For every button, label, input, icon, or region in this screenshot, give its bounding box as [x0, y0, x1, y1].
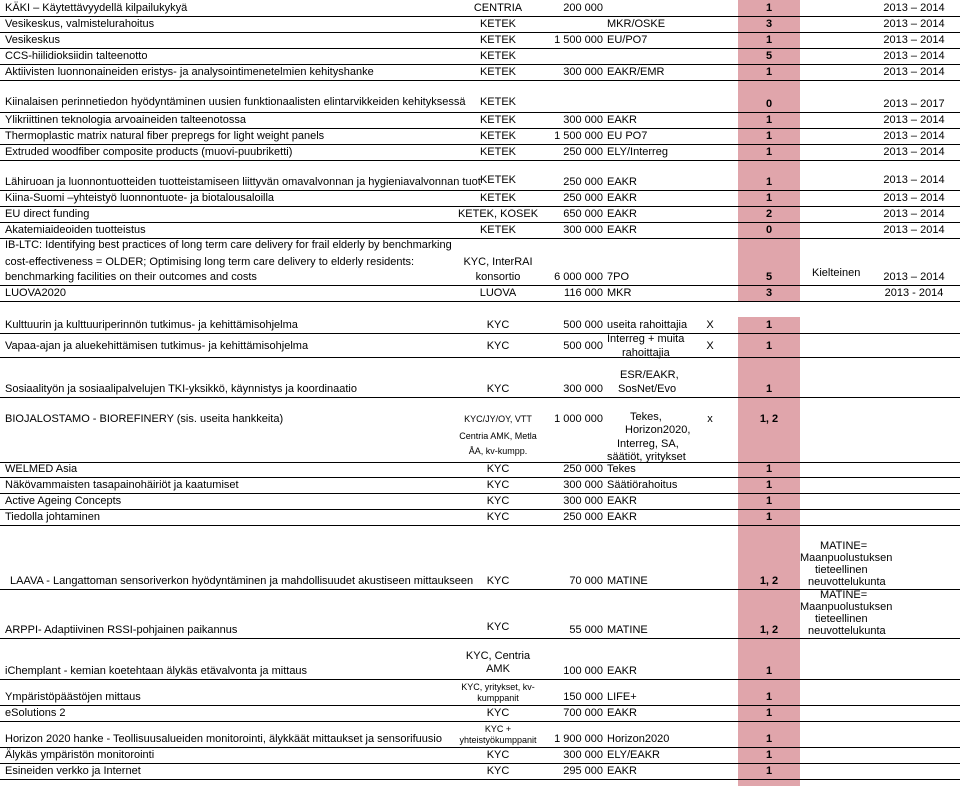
amount: 100 000 — [563, 665, 603, 677]
funding: EU PO7 — [607, 130, 648, 142]
funding: Horizon2020 — [607, 733, 670, 745]
funding: EU/PO7 — [607, 34, 648, 46]
priority: 1 — [765, 765, 773, 777]
project-name: Näkövammaisten tasapainohäiriöt ja kaatumiset — [5, 479, 239, 491]
organization: KETEK — [479, 34, 517, 46]
schedule: 2013 – 2014 — [883, 146, 945, 158]
priority: 1 — [765, 66, 773, 78]
table-row — [0, 49, 960, 65]
project-name: Sosiaalityön ja sosiaalipalvelujen TKI-yksikkö, käynnistys ja koordinaatio — [5, 383, 357, 395]
organization: KETEK — [479, 146, 517, 158]
amount: 500 000 — [563, 319, 603, 331]
funding: EAKR/EMR — [607, 66, 665, 78]
organization-line: AMK — [486, 663, 510, 675]
funding: EAKR — [607, 765, 637, 777]
organization-line: konsortio — [475, 271, 521, 283]
funding: MATINE — [607, 624, 648, 636]
amount: 1 000 000 — [554, 413, 603, 425]
priority: 1 — [765, 463, 773, 475]
project-name: eSolutions 2 — [5, 707, 66, 719]
schedule: 2013 – 2014 — [883, 66, 945, 78]
organization: KETEK — [479, 224, 517, 236]
organization: KETEK — [479, 192, 517, 204]
organization-line: KYC/JY/OY, VTT — [464, 414, 532, 424]
organization: KETEK — [479, 50, 517, 62]
project-name: Active Ageing Concepts — [5, 495, 122, 507]
organization-line: KYC, yritykset, kv- — [461, 682, 535, 692]
organization: KETEK — [479, 18, 517, 30]
amount: 6 000 000 — [554, 271, 603, 283]
table-row — [0, 0, 960, 17]
table-row — [0, 542, 960, 590]
schedule: 2013 – 2014 — [883, 130, 945, 142]
funding: MATINE — [607, 575, 648, 587]
table-row — [0, 462, 960, 478]
organization: KYC — [486, 749, 510, 761]
table-row — [0, 334, 960, 358]
priority: 1 — [765, 130, 773, 142]
funding-line: SosNet/Evo — [618, 383, 677, 395]
organization: KYC — [486, 621, 510, 633]
amount: 300 000 — [563, 479, 603, 491]
funding: EAKR — [607, 665, 637, 677]
schedule: 2013 – 2014 — [883, 224, 945, 236]
priority: 5 — [765, 50, 773, 62]
priority: 1 — [765, 176, 773, 188]
priority: 1, 2 — [759, 575, 779, 587]
table-row — [0, 191, 960, 207]
priority: 1 — [765, 495, 773, 507]
funding: EAKR — [607, 511, 637, 523]
schedule: 2013 – 2014 — [883, 2, 945, 14]
funding: EAKR — [607, 707, 637, 719]
table-row — [0, 510, 960, 526]
project-name: Extruded woodfiber composite products (muovi-puubriketti) — [5, 146, 293, 158]
priority: 0 — [765, 98, 773, 110]
priority: 1 — [765, 749, 773, 761]
funding-line: Horizon2020, — [625, 424, 691, 436]
table-row — [0, 17, 960, 33]
amount: 300 000 — [563, 495, 603, 507]
project-name: Esineiden verkko ja Internet — [5, 765, 141, 777]
schedule: 2013 – 2014 — [883, 50, 945, 62]
funding-line: Tekes, — [630, 411, 662, 423]
table-row — [0, 65, 960, 81]
table-row — [0, 410, 960, 462]
table-row — [0, 33, 960, 49]
amount: 300 000 — [563, 66, 603, 78]
organization: LUOVA — [479, 287, 517, 299]
organization: KETEK — [479, 130, 517, 142]
table-row — [0, 317, 960, 334]
project-name: Aktiivisten luonnonaineiden eristys- ja analysointimenetelmien kehityshanke — [5, 66, 374, 78]
amount: 1 900 000 — [554, 733, 603, 745]
organization: KYC — [486, 495, 510, 507]
project-name: EU direct funding — [5, 208, 90, 220]
project-name-line: benchmarking facilities on their outcomes and costs — [5, 271, 257, 283]
priority: 3 — [765, 18, 773, 30]
organization: KYC — [486, 319, 510, 331]
amount: 250 000 — [563, 146, 603, 158]
funding: Säätiörahoitus — [607, 479, 678, 491]
amount: 300 000 — [563, 383, 603, 395]
schedule: 2013 – 2014 — [883, 174, 945, 186]
priority: 5 — [765, 271, 773, 283]
project-name: Ylikriittinen teknologia arvoaineiden talteenotossa — [5, 114, 246, 126]
priority: 1 — [765, 665, 773, 677]
x-mark: X — [706, 340, 714, 352]
funding: EAKR — [607, 114, 637, 126]
note-line: neuvottelukunta — [808, 576, 886, 588]
priority: 1 — [765, 340, 773, 352]
organization: KYC — [486, 707, 510, 719]
table-row — [0, 358, 960, 398]
amount: 1 500 000 — [554, 130, 603, 142]
priority: 3 — [765, 287, 773, 299]
amount: 116 000 — [564, 287, 603, 299]
table-row — [0, 648, 960, 680]
organization-line: Centria AMK, Metla — [459, 431, 537, 441]
amount: 250 000 — [563, 511, 603, 523]
note-line: MATINE= — [820, 589, 868, 601]
note-line: tieteellinen — [815, 613, 868, 625]
project-name: Vesikeskus — [5, 34, 61, 46]
organization: KETEK, KOSEK — [457, 208, 539, 220]
organization: KYC — [486, 383, 510, 395]
note-line: Maanpuolustuksen — [800, 601, 893, 613]
organization: KETEK — [479, 96, 517, 108]
funding: EAKR — [607, 176, 637, 188]
priority: 1 — [765, 192, 773, 204]
organization: CENTRIA — [473, 2, 523, 14]
note-line: tieteellinen — [815, 564, 868, 576]
funding-line: rahoittajia — [622, 347, 670, 359]
note-line: Maanpuolustuksen — [800, 552, 893, 564]
table-row — [0, 748, 960, 764]
amount: 200 000 — [563, 2, 603, 14]
funding: MKR/OSKE — [607, 18, 666, 30]
table-row — [0, 706, 960, 722]
amount: 250 000 — [563, 463, 603, 475]
priority: 1 — [765, 707, 773, 719]
funding: EAKR — [607, 224, 637, 236]
organization: KYC — [486, 575, 510, 587]
priority: 1 — [765, 319, 773, 331]
organization: KYC — [486, 765, 510, 777]
project-name-line: cost-effectiveness = OLDER; Optimising long term care delivery to elderly residents: — [5, 256, 415, 268]
note-line: MATINE= — [820, 540, 868, 552]
priority: 1 — [765, 479, 773, 491]
priority: 0 — [765, 224, 773, 236]
priority: 1 — [765, 146, 773, 158]
project-name: iChemplant - kemian koetehtaan älykäs etävalvonta ja mittaus — [5, 665, 308, 677]
project-name-line: IB-LTC: Identifying best practices of long term care delivery for frail elderly by benchmarking — [5, 239, 452, 251]
table-row — [0, 478, 960, 494]
table-row — [0, 590, 960, 639]
project-name: Vesikeskus, valmistelurahoitus — [5, 18, 155, 30]
priority: 2 — [765, 208, 773, 220]
table-row — [0, 145, 960, 161]
table-row — [0, 129, 960, 145]
funding: EAKR — [607, 208, 637, 220]
project-name: KÄKI – Käytettävyydellä kilpailukykyä — [5, 2, 188, 14]
amount: 650 000 — [563, 208, 603, 220]
project-name: Kiinalaisen perinnetiedon hyödyntäminen uusien funktionaalisten elintarvikkeiden kehityksessä — [5, 96, 466, 108]
project-name: Älykäs ympäristön monitorointi — [5, 749, 155, 761]
funding: EAKR — [607, 495, 637, 507]
project-name: CCS-hiilidioksiidin talteenotto — [5, 50, 148, 62]
x-mark: x — [707, 413, 713, 425]
organization-line: yhteistyökumppanit — [459, 735, 537, 745]
note: Kielteinen — [812, 267, 861, 279]
table-row — [0, 207, 960, 223]
priority: 1 — [765, 511, 773, 523]
amount: 250 000 — [563, 176, 603, 188]
project-name: Horizon 2020 hanke - Teollisuusalueiden monitorointi, älykkäät mittaukset ja sensorifuusio — [5, 733, 442, 745]
project-name: Lähiruoan ja luonnontuotteiden tuotteistamiseen liittyvän omavalvonnan ja hygieniavalvonnan tuot — [5, 176, 481, 188]
project-name: WELMED Asia — [5, 463, 78, 475]
priority: 1 — [765, 2, 773, 14]
funding: LIFE+ — [607, 691, 637, 703]
amount: 300 000 — [563, 114, 603, 126]
amount: 1 500 000 — [554, 34, 603, 46]
table-row — [0, 113, 960, 129]
amount: 55 000 — [569, 624, 603, 636]
table-row — [0, 239, 960, 286]
x-mark: X — [706, 319, 714, 331]
organization-line: KYC, InterRAI — [463, 256, 533, 268]
project-name: LAAVA - Langattoman sensoriverkon hyödyntäminen ja mahdollisuudet akustiseen mittaukseen — [10, 575, 474, 587]
note-line: neuvottelukunta — [808, 625, 886, 637]
amount: 150 000 — [563, 691, 603, 703]
table-row — [0, 722, 960, 748]
project-name: LUOVA2020 — [5, 287, 66, 299]
table-row — [0, 223, 960, 239]
project-name: Thermoplastic matrix natural fiber prepregs for light weight panels — [5, 130, 325, 142]
schedule: 2013 – 2014 — [883, 192, 945, 204]
amount: 700 000 — [563, 707, 603, 719]
schedule: 2013 – 2014 — [883, 34, 945, 46]
organization: KETEK — [479, 114, 517, 126]
organization: KYC — [486, 340, 510, 352]
table-row — [0, 286, 960, 302]
priority: 1, 2 — [759, 413, 779, 425]
funding: 7PO — [607, 271, 630, 283]
table-row — [0, 161, 960, 191]
project-name: Akatemiaideoiden tuotteistus — [5, 224, 146, 236]
table-row — [0, 81, 960, 113]
funding-line: säätiöt, yritykset — [607, 451, 686, 463]
organization-line: ÅA, kv-kumpp. — [468, 446, 528, 456]
project-name: Tiedolla johtaminen — [5, 511, 100, 523]
organization-line: kumppanit — [477, 693, 519, 703]
priority: 1 — [765, 733, 773, 745]
priority: 1 — [765, 383, 773, 395]
amount: 300 000 — [563, 224, 603, 236]
table-row — [0, 494, 960, 510]
funding: ELY/Interreg — [607, 146, 668, 158]
schedule: 2013 – 2014 — [883, 271, 945, 283]
organization: KYC — [486, 511, 510, 523]
priority: 1 — [765, 34, 773, 46]
priority: 1 — [765, 114, 773, 126]
priority: 1, 2 — [759, 624, 779, 636]
amount: 250 000 — [563, 192, 603, 204]
schedule: 2013 – 2014 — [883, 208, 945, 220]
project-name: Kulttuurin ja kulttuuriperinnön tutkimus- ja kehittämisohjelma — [5, 319, 298, 331]
organization-line: KYC + — [484, 724, 512, 734]
schedule: 2013 - 2014 — [884, 287, 944, 299]
amount: 295 000 — [563, 765, 603, 777]
funding: MKR — [607, 287, 632, 299]
amount: 300 000 — [563, 749, 603, 761]
funding-line: Interreg, SA, — [617, 438, 679, 450]
organization: KETEK — [479, 174, 517, 186]
schedule: 2013 – 2014 — [883, 114, 945, 126]
organization: KYC — [486, 463, 510, 475]
amount: 500 000 — [563, 340, 603, 352]
organization: KYC — [486, 479, 510, 491]
project-name: Kiina-Suomi –yhteistyö luonnontuote- ja biotalousaloilla — [5, 192, 275, 204]
amount: 70 000 — [569, 575, 603, 587]
priority: 1 — [765, 691, 773, 703]
funding-line: Interreg + muita — [607, 333, 685, 345]
table-row — [0, 680, 960, 706]
funding: EAKR — [607, 192, 637, 204]
organization-line: KYC, Centria — [465, 650, 531, 662]
funding: useita rahoittajia — [607, 319, 688, 331]
table-row — [0, 764, 960, 780]
schedule: 2013 – 2014 — [883, 18, 945, 30]
project-name: Vapaa-ajan ja aluekehittämisen tutkimus- ja kehittämisohjelma — [5, 340, 309, 352]
project-name: Ympäristöpäästöjen mittaus — [5, 691, 141, 703]
schedule: 2013 – 2017 — [883, 98, 945, 110]
funding-line: ESR/EAKR, — [620, 369, 679, 381]
project-name: BIOJALOSTAMO - BIOREFINERY (sis. useita hankkeita) — [5, 413, 284, 425]
project-name: ARPPI- Adaptiivinen RSSI-pohjainen paikannus — [5, 624, 238, 636]
funding: Tekes — [607, 463, 636, 475]
organization: KETEK — [479, 66, 517, 78]
funding: ELY/EAKR — [607, 749, 660, 761]
